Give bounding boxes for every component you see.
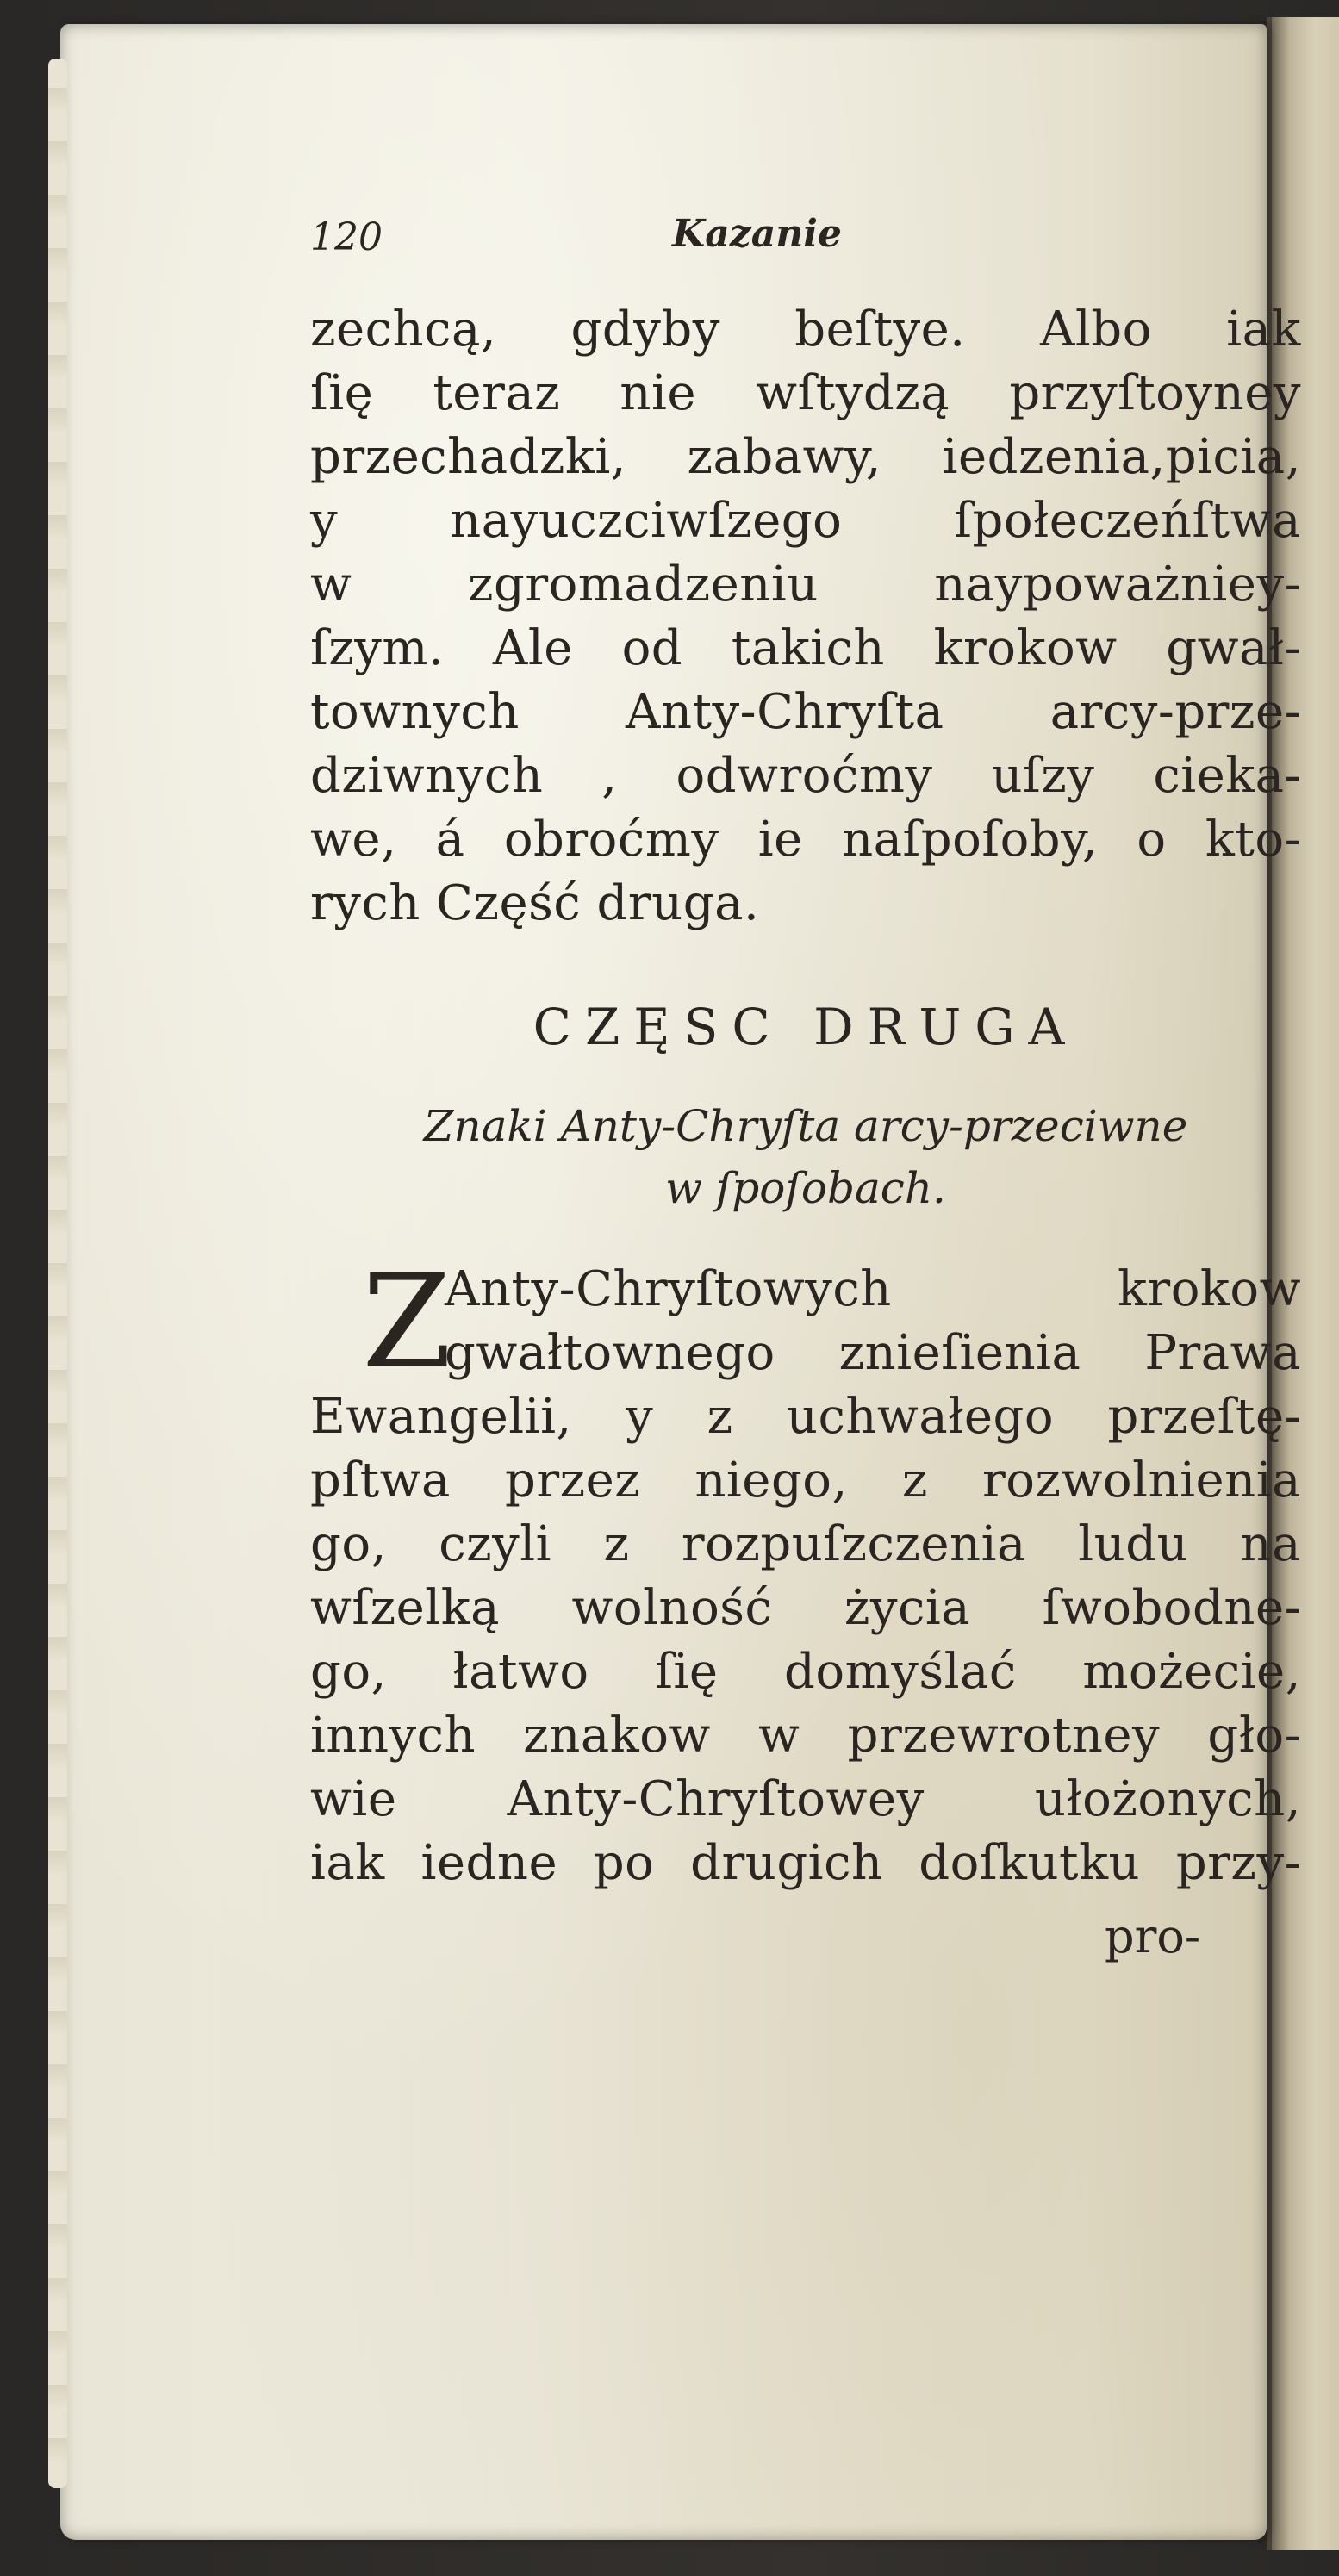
text-line: townych Anty-Chryſta arcy-prze- [310,684,1301,740]
text-line: wſzelką wolność życia ſwobodne- [310,1580,1301,1636]
text-line: przechadzki, zabawy, iedzenia,picia, [310,429,1301,485]
text-line: dziwnych , odwroćmy uſzy cieka- [310,748,1301,804]
text-line: iak iedne po drugich doſkutku przy- [310,1835,1301,1891]
text-line: Ewangelii, y z uchwałego przeſtę- [310,1389,1301,1445]
running-title: Kazanie [672,212,842,256]
text-line: go, czyli z rozpuſzczenia ludu na [310,1516,1301,1572]
running-header [310,212,1051,267]
text-line: we, á obroćmy ie naſpoſoby, o kto- [310,812,1301,868]
text-line: ſię teraz nie wſtydzą przyſtoyney [310,365,1301,421]
text-line: ſzym. Ale od takich krokow gwał- [310,620,1301,676]
book-page [60,24,1301,2540]
text-line: innych znakow w przewrotney gło- [310,1708,1301,1764]
text-line: Anty-Chryſtowych krokow [445,1261,1301,1317]
text-line: pſtwa przez niego, z rozwolnienia [310,1453,1301,1509]
text-line: zechcą, gdyby beſtye. Albo iak [310,302,1301,358]
text-line: wie Anty-Chryſtowey ułożonych, [310,1771,1301,1827]
text-line: w zgromadzeniu naypoważniey- [310,557,1301,613]
section-heading: CZĘSC DRUGA [532,998,1079,1056]
drop-cap: Z [362,1248,452,1397]
page-text [60,24,1301,2540]
page-number: 120 [310,215,383,259]
text-line: go, łatwo ſię domyślać możecie, [310,1644,1301,1700]
text-line: y nayuczciwſzego ſpołeczeńſtwa [310,493,1301,549]
section-subtitle: Znaki Anty-Chryſta arcy-przeciwne [423,1101,1188,1151]
text-line: gwałtownego znieſienia Prawa [445,1325,1301,1381]
catchword: pro- [1105,1909,1201,1963]
section-subtitle: w ſpoſobach. [665,1163,946,1213]
text-line: rych Część druga. [310,875,760,931]
